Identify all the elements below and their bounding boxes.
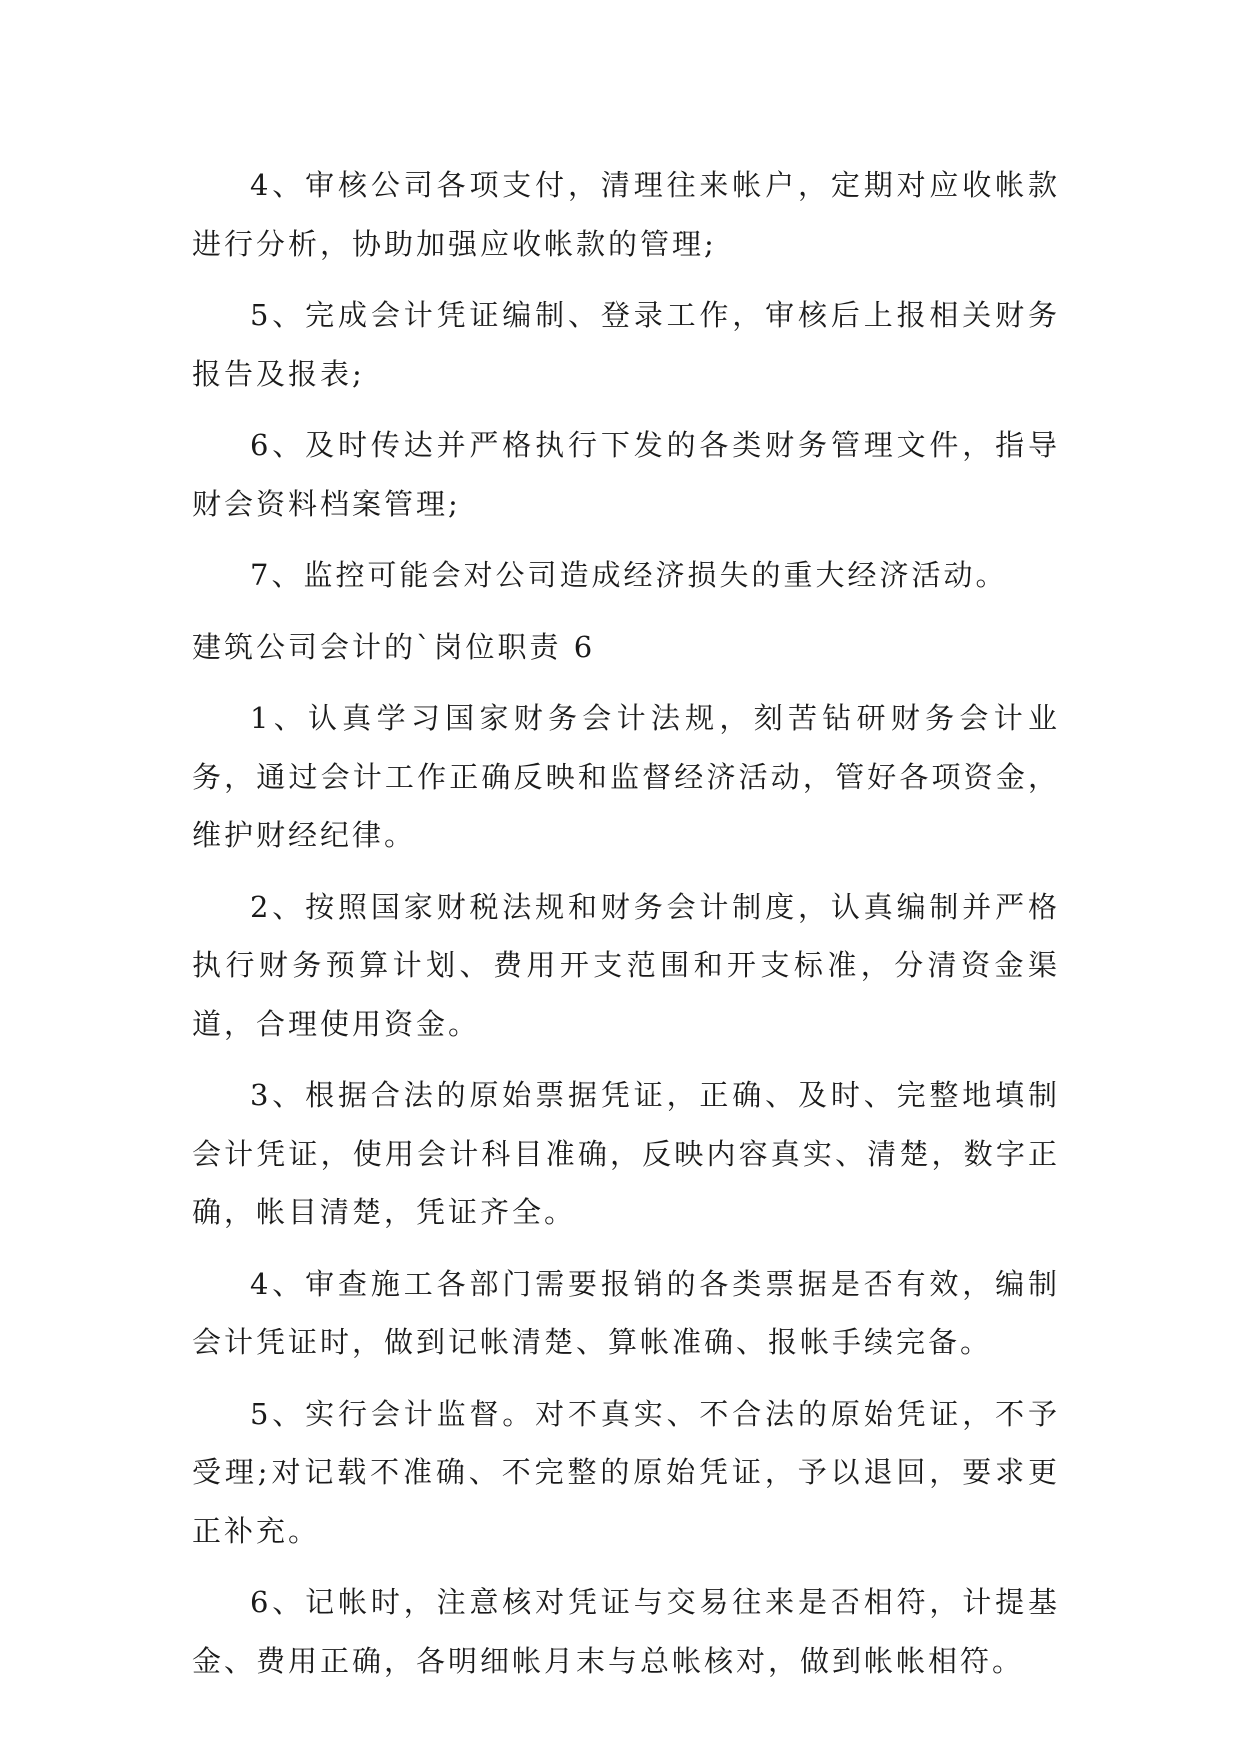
paragraph-duty-5: 5、完成会计凭证编制、登录工作，审核后上报相关财务报告及报表;: [192, 298, 1060, 391]
paragraph-duty-6: 6、及时传达并严格执行下发的各类财务管理文件，指导财会资料档案管理;: [192, 428, 1060, 521]
section-paragraph-1: 1、认真学习国家财务会计法规，刻苦钻研财务会计业务，通过会计工作正确反映和监督经济活动，管好各项资金，维护财经纪律。: [192, 701, 1060, 852]
paragraph-duty-4: 4、审核公司各项支付，清理往来帐户，定期对应收帐款进行分析，协助加强应收帐款的管理;: [192, 168, 1060, 261]
section-paragraph-5: 5、实行会计监督。对不真实、不合法的原始凭证，不予受理;对记载不准确、不完整的原始凭证，予以退回，要求更正补充。: [192, 1396, 1060, 1548]
document-page: [192, 156, 1060, 1703]
paragraph-duty-7: 7、监控可能会对公司造成经济损失的重大经济活动。: [250, 558, 1008, 592]
section-paragraph-4: 4、审查施工各部门需要报销的各类票据是否有效，编制会计凭证时，做到记帐清楚、算帐准确、报帐手续完备。: [192, 1266, 1060, 1359]
section-paragraph-2: 2、按照国家财税法规和财务会计制度，认真编制并严格执行财务预算计划、费用开支范围和开支标准，分清资金渠道，合理使用资金。: [192, 889, 1060, 1041]
section-paragraph-3: 3、根据合法的原始票据凭证，正确、及时、完整地填制会计凭证，使用会计科目准确，反映内容真实、清楚，数字正确，帐目清楚，凭证齐全。: [192, 1078, 1060, 1229]
section-heading: 建筑公司会计的`岗位职责 6: [192, 629, 596, 664]
section-paragraph-6: 6、记帐时，注意核对凭证与交易往来是否相符，计提基金、费用正确，各明细帐月末与总帐核对，做到帐帐相符。: [192, 1585, 1060, 1678]
